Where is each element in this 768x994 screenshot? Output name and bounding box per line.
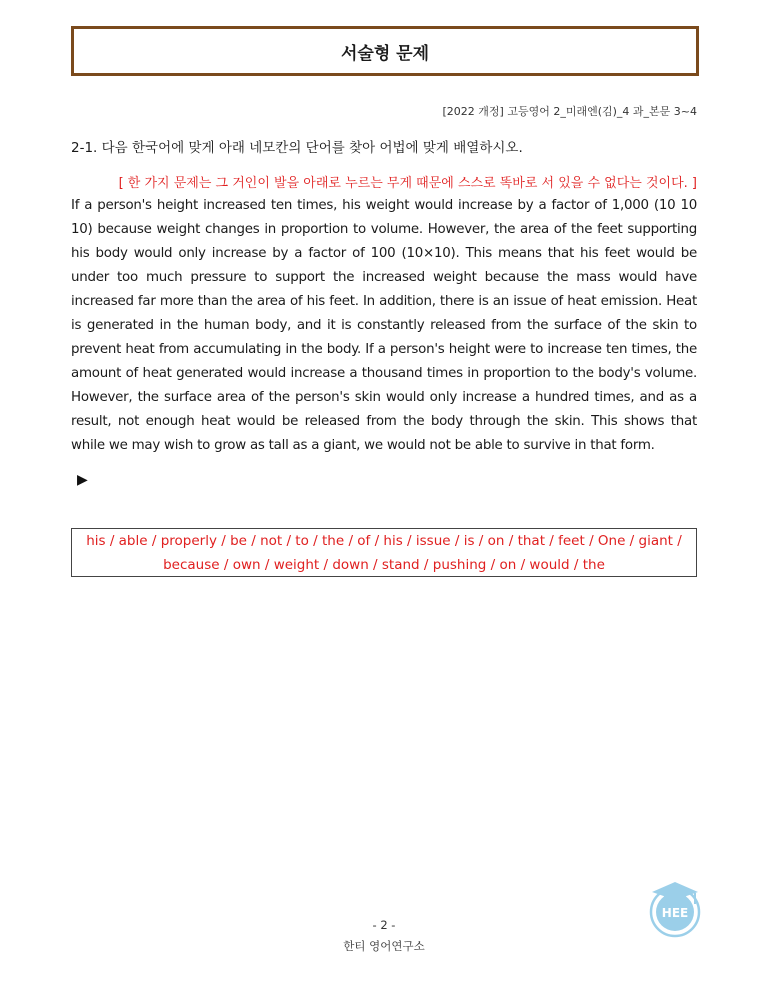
footer-organization: 한티 영어연구소 xyxy=(343,939,425,953)
word-bank-line-1: his / able / properly / be / not / to / the / of / his / issue / is / on / that / feet / One / giant / xyxy=(86,532,682,549)
question-text: 2-1. 다음 한국어에 맞게 아래 네모칸의 단어를 찾아 어법에 맞게 배열하시오. xyxy=(71,140,523,156)
title-box xyxy=(71,26,699,76)
answer-arrow-icon: ▶ xyxy=(77,472,88,488)
korean-prompt: [ 한 가지 문제는 그 거인이 발을 아래로 누르는 무게 때문에 스스로 똑바로 서 있을 수 없다는 것이다. ] xyxy=(118,176,697,191)
word-bank-line-2: because / own / weight / down / stand / pushing / on / would / the xyxy=(163,556,605,573)
page-title: 서술형 문제 xyxy=(340,43,430,64)
svg-text:HEE: HEE xyxy=(661,906,689,920)
hee-logo-icon xyxy=(640,870,710,945)
word-bank-box xyxy=(71,528,697,577)
passage-text: If a person's height increased ten times, his weight would increase by a factor of 1,000 (10 10 10) because weight changes in proportion to volume. However, the area of the feet supporting his body would only increase by a factor of 100 (10×10). This means that his feet would be under too much pressure to support the increased weight because the mass would have increased far more than the area of his feet. In addition, there is an issue of heat emission. Heat is generated in the human body, and it is constantly released from the surface of the skin to prevent heat from accumulating in the body. If a person's height were to increase ten times, the amount of heat generated would increase a thousand times in proportion to the body's volume. However, the surface area of the person's skin would only increase a hundred times, and as a result, not enough heat would be released from the body through the skin. This shows that while we may wish to grow as tall as a giant, we would not be able to survive in that form. xyxy=(71,198,697,453)
source-label: [2022 개정] 고등영어 2_미래엔(김)_4 과_본문 3~4 xyxy=(442,105,697,118)
page-number: - 2 - xyxy=(372,918,396,932)
